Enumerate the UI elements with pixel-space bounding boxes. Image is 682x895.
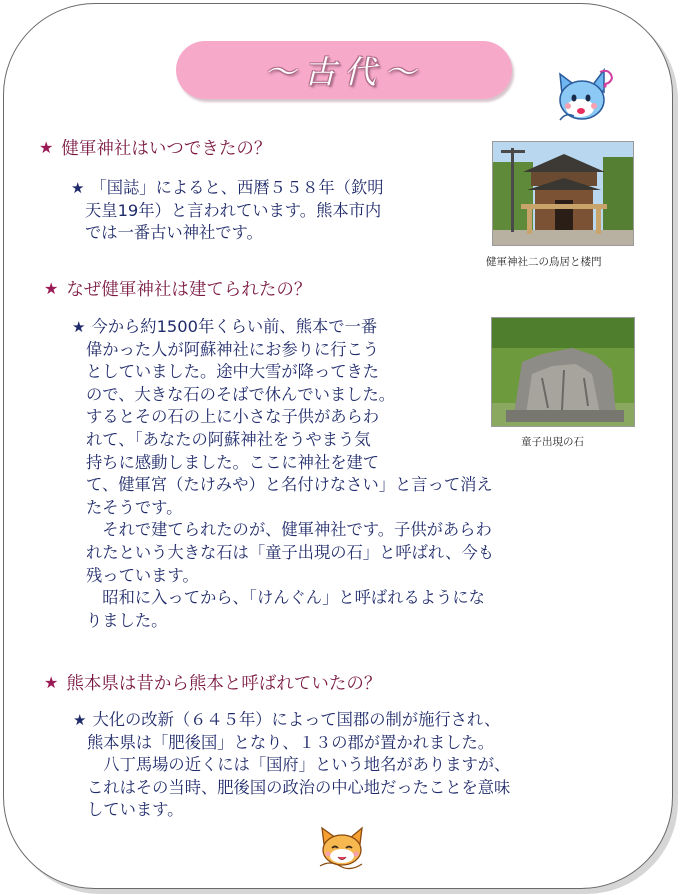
para-line: れたという大きな石は「童子出現の石」と呼ばれ、今も [86, 542, 495, 562]
para-line: たそうです。 [86, 497, 183, 517]
page-title: ～古代～ [263, 53, 424, 91]
title-banner [176, 41, 512, 99]
paragraph-why-built [72, 316, 494, 632]
photo-caption-shrine-gate: 健軍神社二の鳥居と楼門 [486, 256, 602, 268]
para-line: れて、「あなたの阿蘇神社をうやまう気 [86, 429, 371, 449]
para-line: 昭和に入ってから、「けんぐん」と呼ばれるようにな [86, 588, 485, 608]
para-line: するとその石の上に小さな子供があらわ [86, 407, 380, 427]
star-icon: ★ [44, 673, 59, 692]
paragraph-kumamoto-name [73, 709, 510, 822]
star-icon: ★ [44, 279, 59, 298]
star-icon: ★ [72, 318, 86, 336]
para-line: 八丁馬場の近くには「国府」という地名がありますが、 [87, 755, 511, 775]
para-line: 残っています。 [86, 565, 199, 585]
section-heading-why-built [44, 276, 311, 301]
para-line: 持ちに感動しました。ここに神社を建て [86, 452, 380, 472]
child-stone-image [492, 318, 635, 427]
para-line: 天皇19年）と言われています。熊本市内 [85, 200, 382, 220]
para-line: 熊本県は「肥後国」となり、１３の郡が置かれました。 [87, 732, 495, 752]
heading-text: 健軍神社はいつできたの？ [61, 139, 272, 159]
para-line: て、健軍宮（たけみや）と名付けなさい」と言って消え [86, 475, 493, 495]
star-icon: ★ [39, 138, 54, 157]
photo-caption-child-stone: 童子出現の石 [521, 436, 584, 448]
shrine-gate-image [493, 142, 634, 246]
para-line: では一番古い神社です。 [85, 223, 263, 243]
para-line: しています。 [87, 800, 184, 820]
section-heading-kumamoto-name [44, 670, 381, 695]
heading-text: なぜ健軍神社は建てられたの？ [66, 280, 312, 300]
photo-child-stone [491, 317, 635, 427]
para-line: これはその当時、肥後国の政治の中心地だったことを意味 [87, 777, 511, 797]
photo-shrine-gate [492, 141, 634, 246]
para-line: 今から約1500年くらい前、熊本で一番 [91, 317, 378, 336]
para-line: 「国誌」によると、西暦５５８年（欽明 [90, 178, 384, 197]
star-icon: ★ [73, 711, 87, 729]
star-icon: ★ [71, 179, 85, 197]
para-line: 偉かった人が阿蘇神社にお参りに行こう [86, 339, 380, 359]
para-line: ので、大きな石のそばで休んでいました。 [86, 384, 396, 404]
para-line: りました。 [86, 610, 168, 630]
para-line: それで建てられたのが、健軍神社です。子供があらわ [86, 520, 492, 540]
para-line: としていました。途中大雪が降ってきた [86, 362, 380, 382]
para-line: 大化の改新（６４５年）によって国郡の制が施行され、 [92, 710, 501, 729]
blue-cat-mascot-icon [552, 68, 618, 128]
paragraph-founding [71, 177, 384, 245]
heading-text: 熊本県は昔から熊本と呼ばれていたの？ [66, 674, 382, 694]
orange-cat-mascot-icon [316, 826, 368, 870]
section-heading-founding [39, 135, 271, 160]
